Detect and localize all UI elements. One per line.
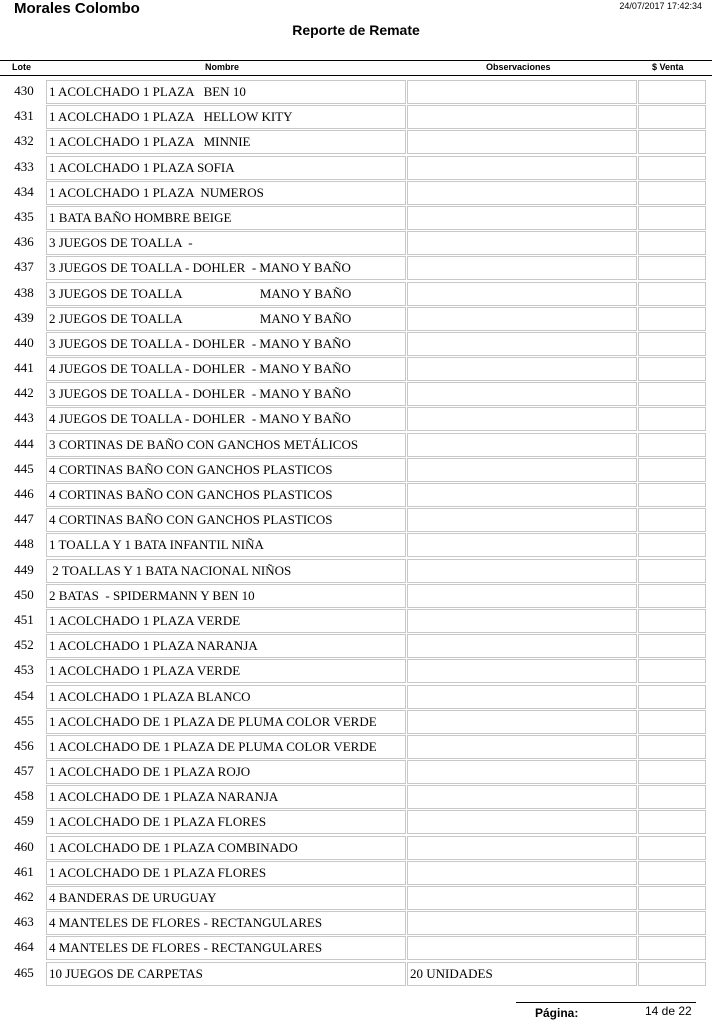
lote-cell: 431	[14, 108, 34, 124]
table-row	[0, 609, 712, 634]
nombre-cell: 4 MANTELES DE FLORES - RECTANGULARES	[46, 936, 406, 960]
nombre-cell: 1 ACOLCHADO DE 1 PLAZA NARANJA	[46, 785, 406, 809]
nombre-cell: 2 BATAS - SPIDERMANN Y BEN 10	[46, 584, 406, 608]
table-row	[0, 836, 712, 861]
venta-cell	[638, 735, 706, 759]
lote-cell: 450	[14, 586, 34, 602]
lote-cell: 435	[14, 208, 34, 224]
nombre-cell: 1 ACOLCHADO 1 PLAZA NUMEROS	[46, 181, 406, 205]
venta-cell	[638, 433, 706, 457]
table-row	[0, 710, 712, 735]
table-row	[0, 911, 712, 936]
table-row	[0, 810, 712, 835]
auction-lots-table	[0, 80, 712, 987]
venta-cell	[638, 80, 706, 104]
nombre-cell: 4 CORTINAS BAÑO CON GANCHOS PLASTICOS	[46, 458, 406, 482]
column-header-lote: Lote	[12, 62, 31, 72]
observaciones-cell	[407, 282, 637, 306]
observaciones-cell	[407, 80, 637, 104]
lote-cell: 465	[14, 964, 34, 980]
venta-cell	[638, 282, 706, 306]
nombre-cell: 1 ACOLCHADO 1 PLAZA SOFIA	[46, 156, 406, 180]
table-row	[0, 559, 712, 584]
table-row	[0, 307, 712, 332]
observaciones-cell	[407, 810, 637, 834]
lote-cell: 430	[14, 83, 34, 98]
venta-cell	[638, 710, 706, 734]
lote-cell: 442	[14, 385, 34, 401]
table-row	[0, 659, 712, 684]
nombre-cell: 3 JUEGOS DE TOALLA MANO Y BAÑO	[46, 282, 406, 306]
observaciones-cell	[407, 256, 637, 280]
table-row	[0, 483, 712, 508]
nombre-cell: 1 ACOLCHADO 1 PLAZA MINNIE	[46, 130, 406, 154]
lote-cell: 448	[14, 536, 34, 552]
table-row	[0, 584, 712, 609]
observaciones-cell: 20 UNIDADES	[407, 962, 637, 986]
venta-cell	[638, 659, 706, 683]
lote-cell: 434	[14, 183, 34, 199]
nombre-cell: 4 CORTINAS BAÑO CON GANCHOS PLASTICOS	[46, 483, 406, 507]
nombre-cell: 3 JUEGOS DE TOALLA - DOHLER - MANO Y BAÑO	[46, 256, 406, 280]
lote-cell: 449	[14, 561, 34, 577]
observaciones-cell	[407, 584, 637, 608]
venta-cell	[638, 307, 706, 331]
venta-cell	[638, 685, 706, 709]
footer-divider	[516, 1002, 696, 1003]
nombre-cell: 1 TOALLA Y 1 BATA INFANTIL NIÑA	[46, 533, 406, 557]
nombre-cell: 1 ACOLCHADO 1 PLAZA VERDE	[46, 609, 406, 633]
table-row	[0, 458, 712, 483]
venta-cell	[638, 231, 706, 255]
observaciones-cell	[407, 231, 637, 255]
table-row	[0, 382, 712, 407]
observaciones-cell	[407, 886, 637, 910]
table-row	[0, 886, 712, 911]
observaciones-cell	[407, 508, 637, 532]
venta-cell	[638, 206, 706, 230]
column-header-nombre: Nombre	[205, 62, 240, 72]
nombre-cell: 1 BATA BAÑO HOMBRE BEIGE	[46, 206, 406, 230]
observaciones-cell	[407, 483, 637, 507]
venta-cell	[638, 911, 706, 935]
nombre-cell: 4 JUEGOS DE TOALLA - DOHLER - MANO Y BAÑO	[46, 357, 406, 381]
report-timestamp: 24/07/2017 17:42:34	[619, 1, 702, 11]
observaciones-cell	[407, 659, 637, 683]
company-name: Morales Colombo	[14, 0, 140, 17]
nombre-cell: 1 ACOLCHADO DE 1 PLAZA DE PLUMA COLOR VERDE	[46, 735, 406, 759]
table-row	[0, 156, 712, 181]
observaciones-cell	[407, 836, 637, 860]
lote-cell: 443	[14, 410, 34, 426]
nombre-cell: 10 JUEGOS DE CARPETAS	[46, 962, 406, 986]
venta-cell	[638, 156, 706, 180]
header-divider	[0, 60, 712, 61]
nombre-cell: 4 MANTELES DE FLORES - RECTANGULARES	[46, 911, 406, 935]
observaciones-cell	[407, 206, 637, 230]
nombre-cell: 1 ACOLCHADO DE 1 PLAZA ROJO	[46, 760, 406, 784]
nombre-cell: 1 ACOLCHADO 1 PLAZA BLANCO	[46, 685, 406, 709]
venta-cell	[638, 861, 706, 885]
nombre-cell: 3 JUEGOS DE TOALLA - DOHLER - MANO Y BAÑO	[46, 332, 406, 356]
nombre-cell: 4 BANDERAS DE URUGUAY	[46, 886, 406, 910]
observaciones-cell	[407, 760, 637, 784]
table-row	[0, 181, 712, 206]
venta-cell	[638, 533, 706, 557]
observaciones-cell	[407, 181, 637, 205]
observaciones-cell	[407, 685, 637, 709]
table-row	[0, 735, 712, 760]
nombre-cell: 1 ACOLCHADO 1 PLAZA VERDE	[46, 659, 406, 683]
venta-cell	[638, 332, 706, 356]
venta-cell	[638, 181, 706, 205]
lote-cell: 451	[14, 611, 34, 627]
observaciones-cell	[407, 861, 637, 885]
venta-cell	[638, 962, 706, 986]
venta-cell	[638, 382, 706, 406]
observaciones-cell	[407, 130, 637, 154]
venta-cell	[638, 785, 706, 809]
lote-cell: 456	[14, 737, 34, 753]
table-row	[0, 634, 712, 659]
observaciones-cell	[407, 105, 637, 129]
nombre-cell: 1 ACOLCHADO DE 1 PLAZA FLORES	[46, 861, 406, 885]
observaciones-cell	[407, 735, 637, 759]
lote-cell: 454	[14, 687, 34, 703]
lote-cell: 445	[14, 460, 34, 476]
table-row	[0, 357, 712, 382]
table-row	[0, 105, 712, 130]
nombre-cell: 2 TOALLAS Y 1 BATA NACIONAL NIÑOS	[46, 559, 406, 583]
lote-cell: 432	[14, 133, 34, 149]
nombre-cell: 3 CORTINAS DE BAÑO CON GANCHOS METÁLICOS	[46, 433, 406, 457]
page-label: Página:	[535, 1006, 579, 1020]
lote-cell: 439	[14, 309, 34, 325]
table-row	[0, 206, 712, 231]
observaciones-cell	[407, 710, 637, 734]
observaciones-cell	[407, 458, 637, 482]
lote-cell: 457	[14, 763, 34, 779]
nombre-cell: 1 ACOLCHADO 1 PLAZA BEN 10	[46, 80, 406, 104]
venta-cell	[638, 760, 706, 784]
lote-cell: 441	[14, 360, 34, 376]
nombre-cell: 2 JUEGOS DE TOALLA MANO Y BAÑO	[46, 307, 406, 331]
venta-cell	[638, 810, 706, 834]
lote-cell: 433	[14, 158, 34, 174]
nombre-cell: 3 JUEGOS DE TOALLA -	[46, 231, 406, 255]
table-row	[0, 936, 712, 961]
table-row	[0, 685, 712, 710]
venta-cell	[638, 634, 706, 658]
lote-cell: 436	[14, 234, 34, 250]
venta-cell	[638, 130, 706, 154]
lote-cell: 464	[14, 939, 34, 955]
observaciones-cell	[407, 332, 637, 356]
venta-cell	[638, 584, 706, 608]
observaciones-cell	[407, 533, 637, 557]
table-row	[0, 256, 712, 281]
lote-cell: 458	[14, 788, 34, 804]
observaciones-cell	[407, 433, 637, 457]
lote-cell: 444	[14, 435, 34, 451]
lote-cell: 447	[14, 511, 34, 527]
table-row	[0, 80, 712, 105]
table-row	[0, 962, 712, 987]
observaciones-cell	[407, 407, 637, 431]
column-header-observaciones: Observaciones	[486, 62, 551, 72]
venta-cell	[638, 559, 706, 583]
table-row	[0, 760, 712, 785]
observaciones-cell	[407, 156, 637, 180]
observaciones-cell	[407, 911, 637, 935]
observaciones-cell	[407, 634, 637, 658]
table-row	[0, 407, 712, 432]
venta-cell	[638, 836, 706, 860]
nombre-cell: 1 ACOLCHADO DE 1 PLAZA FLORES	[46, 810, 406, 834]
nombre-cell: 4 CORTINAS BAÑO CON GANCHOS PLASTICOS	[46, 508, 406, 532]
nombre-cell: 1 ACOLCHADO 1 PLAZA HELLOW KITY	[46, 105, 406, 129]
nombre-cell: 3 JUEGOS DE TOALLA - DOHLER - MANO Y BAÑO	[46, 382, 406, 406]
venta-cell	[638, 483, 706, 507]
venta-cell	[638, 357, 706, 381]
lote-cell: 452	[14, 637, 34, 653]
table-row	[0, 231, 712, 256]
lote-cell: 463	[14, 914, 34, 930]
lote-cell: 460	[14, 838, 34, 854]
venta-cell	[638, 105, 706, 129]
observaciones-cell	[407, 382, 637, 406]
lote-cell: 437	[14, 259, 34, 275]
report-title: Reporte de Remate	[292, 22, 420, 38]
lote-cell: 459	[14, 813, 34, 829]
lote-cell: 440	[14, 334, 34, 350]
table-row	[0, 433, 712, 458]
nombre-cell: 4 JUEGOS DE TOALLA - DOHLER - MANO Y BAÑO	[46, 407, 406, 431]
nombre-cell: 1 ACOLCHADO DE 1 PLAZA COMBINADO	[46, 836, 406, 860]
page-number: 14 de 22	[645, 1004, 692, 1018]
venta-cell	[638, 609, 706, 633]
observaciones-cell	[407, 357, 637, 381]
venta-cell	[638, 886, 706, 910]
observaciones-cell	[407, 609, 637, 633]
lote-cell: 446	[14, 486, 34, 501]
column-header-venta: $ Venta	[652, 62, 684, 72]
nombre-cell: 1 ACOLCHADO DE 1 PLAZA DE PLUMA COLOR VERDE	[46, 710, 406, 734]
nombre-cell: 1 ACOLCHADO 1 PLAZA NARANJA	[46, 634, 406, 658]
column-header-divider	[0, 75, 712, 76]
observaciones-cell	[407, 785, 637, 809]
table-row	[0, 785, 712, 810]
table-row	[0, 332, 712, 357]
table-row	[0, 282, 712, 307]
venta-cell	[638, 936, 706, 960]
venta-cell	[638, 256, 706, 280]
lote-cell: 455	[14, 712, 34, 728]
table-row	[0, 861, 712, 886]
table-row	[0, 508, 712, 533]
lote-cell: 462	[14, 889, 34, 904]
venta-cell	[638, 458, 706, 482]
lote-cell: 453	[14, 662, 34, 678]
table-row	[0, 533, 712, 558]
observaciones-cell	[407, 936, 637, 960]
venta-cell	[638, 407, 706, 431]
lote-cell: 438	[14, 284, 34, 300]
lote-cell: 461	[14, 863, 34, 879]
table-row	[0, 130, 712, 155]
observaciones-cell	[407, 559, 637, 583]
observaciones-cell	[407, 307, 637, 331]
venta-cell	[638, 508, 706, 532]
